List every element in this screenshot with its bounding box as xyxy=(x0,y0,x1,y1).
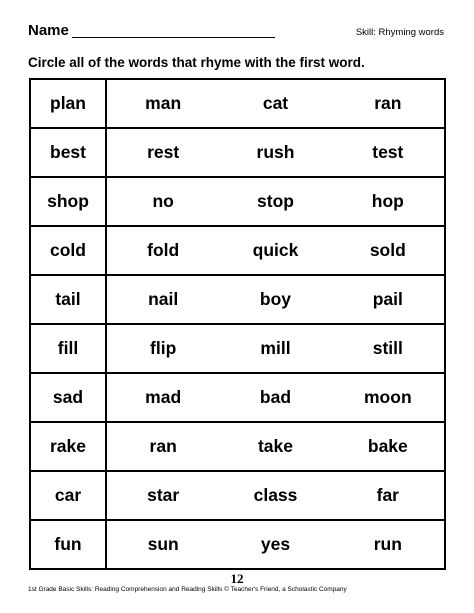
target-word: fun xyxy=(30,520,106,569)
choice-word[interactable]: yes xyxy=(260,534,291,554)
choice-word[interactable]: class xyxy=(253,485,298,505)
choice-cell xyxy=(106,177,445,226)
choice-word[interactable]: stop xyxy=(257,191,294,211)
choice-word[interactable]: test xyxy=(372,142,404,162)
choice-cell xyxy=(106,471,445,520)
choice-word[interactable]: far xyxy=(376,485,399,505)
choice-word[interactable]: mill xyxy=(260,338,291,358)
table-row xyxy=(30,226,445,275)
instruction: Circle all of the words that rhyme with the first word. xyxy=(28,55,365,70)
table-row xyxy=(30,373,445,422)
target-word: cold xyxy=(30,226,106,275)
choice-word[interactable]: rest xyxy=(147,142,180,162)
choice-cell xyxy=(106,128,445,177)
choice-cell xyxy=(106,275,445,324)
rhyme-table xyxy=(29,78,446,570)
choice-word[interactable]: ran xyxy=(374,93,402,113)
table-row xyxy=(30,324,445,373)
choice-cell xyxy=(106,79,445,128)
table-row xyxy=(30,177,445,226)
choice-word[interactable]: still xyxy=(372,338,403,358)
table-row xyxy=(30,520,445,569)
choice-word[interactable]: moon xyxy=(364,387,412,407)
target-word: fill xyxy=(30,324,106,373)
choice-word[interactable]: man xyxy=(145,93,182,113)
target-word: rake xyxy=(30,422,106,471)
table-row xyxy=(30,128,445,177)
choice-word[interactable]: fold xyxy=(147,240,180,260)
choice-cell xyxy=(106,422,445,471)
choice-word[interactable]: ran xyxy=(149,436,177,456)
choice-word[interactable]: hop xyxy=(371,191,404,211)
target-word: plan xyxy=(30,79,106,128)
choice-cell xyxy=(106,226,445,275)
choice-word[interactable]: bad xyxy=(259,387,292,407)
choice-cell xyxy=(106,520,445,569)
choice-word[interactable]: star xyxy=(147,485,180,505)
choice-word[interactable]: sun xyxy=(147,534,179,554)
footer-credit: 1st Grade Basic Skills: Reading Comprehension and Reading Skills © Teacher's Friend, a Scholastic Company xyxy=(28,586,347,593)
table-row xyxy=(30,471,445,520)
choice-word[interactable]: mad xyxy=(145,387,182,407)
choice-cell xyxy=(106,373,445,422)
choice-word[interactable]: quick xyxy=(252,240,299,260)
name-label: Name xyxy=(28,22,69,39)
choice-word[interactable]: rush xyxy=(256,142,295,162)
table-row xyxy=(30,422,445,471)
choice-word[interactable]: run xyxy=(373,534,402,554)
choice-word[interactable]: nail xyxy=(148,289,179,309)
skill-label: Skill: Rhyming words xyxy=(355,27,444,38)
choice-word[interactable]: sold xyxy=(369,240,406,260)
choice-cell xyxy=(106,324,445,373)
target-word: car xyxy=(30,471,106,520)
page-number: 12 xyxy=(230,571,244,586)
table-row xyxy=(30,275,445,324)
choice-word[interactable]: take xyxy=(257,436,293,456)
name-line xyxy=(72,37,275,38)
choice-word[interactable]: cat xyxy=(262,93,289,113)
choice-word[interactable]: boy xyxy=(259,289,292,309)
choice-word[interactable]: bake xyxy=(367,436,408,456)
choice-word[interactable]: pail xyxy=(372,289,403,309)
target-word: sad xyxy=(30,373,106,422)
target-word: tail xyxy=(30,275,106,324)
choice-word[interactable]: flip xyxy=(150,338,177,358)
target-word: shop xyxy=(30,177,106,226)
target-word: best xyxy=(30,128,106,177)
table-row xyxy=(30,79,445,128)
choice-word[interactable]: no xyxy=(152,191,174,211)
